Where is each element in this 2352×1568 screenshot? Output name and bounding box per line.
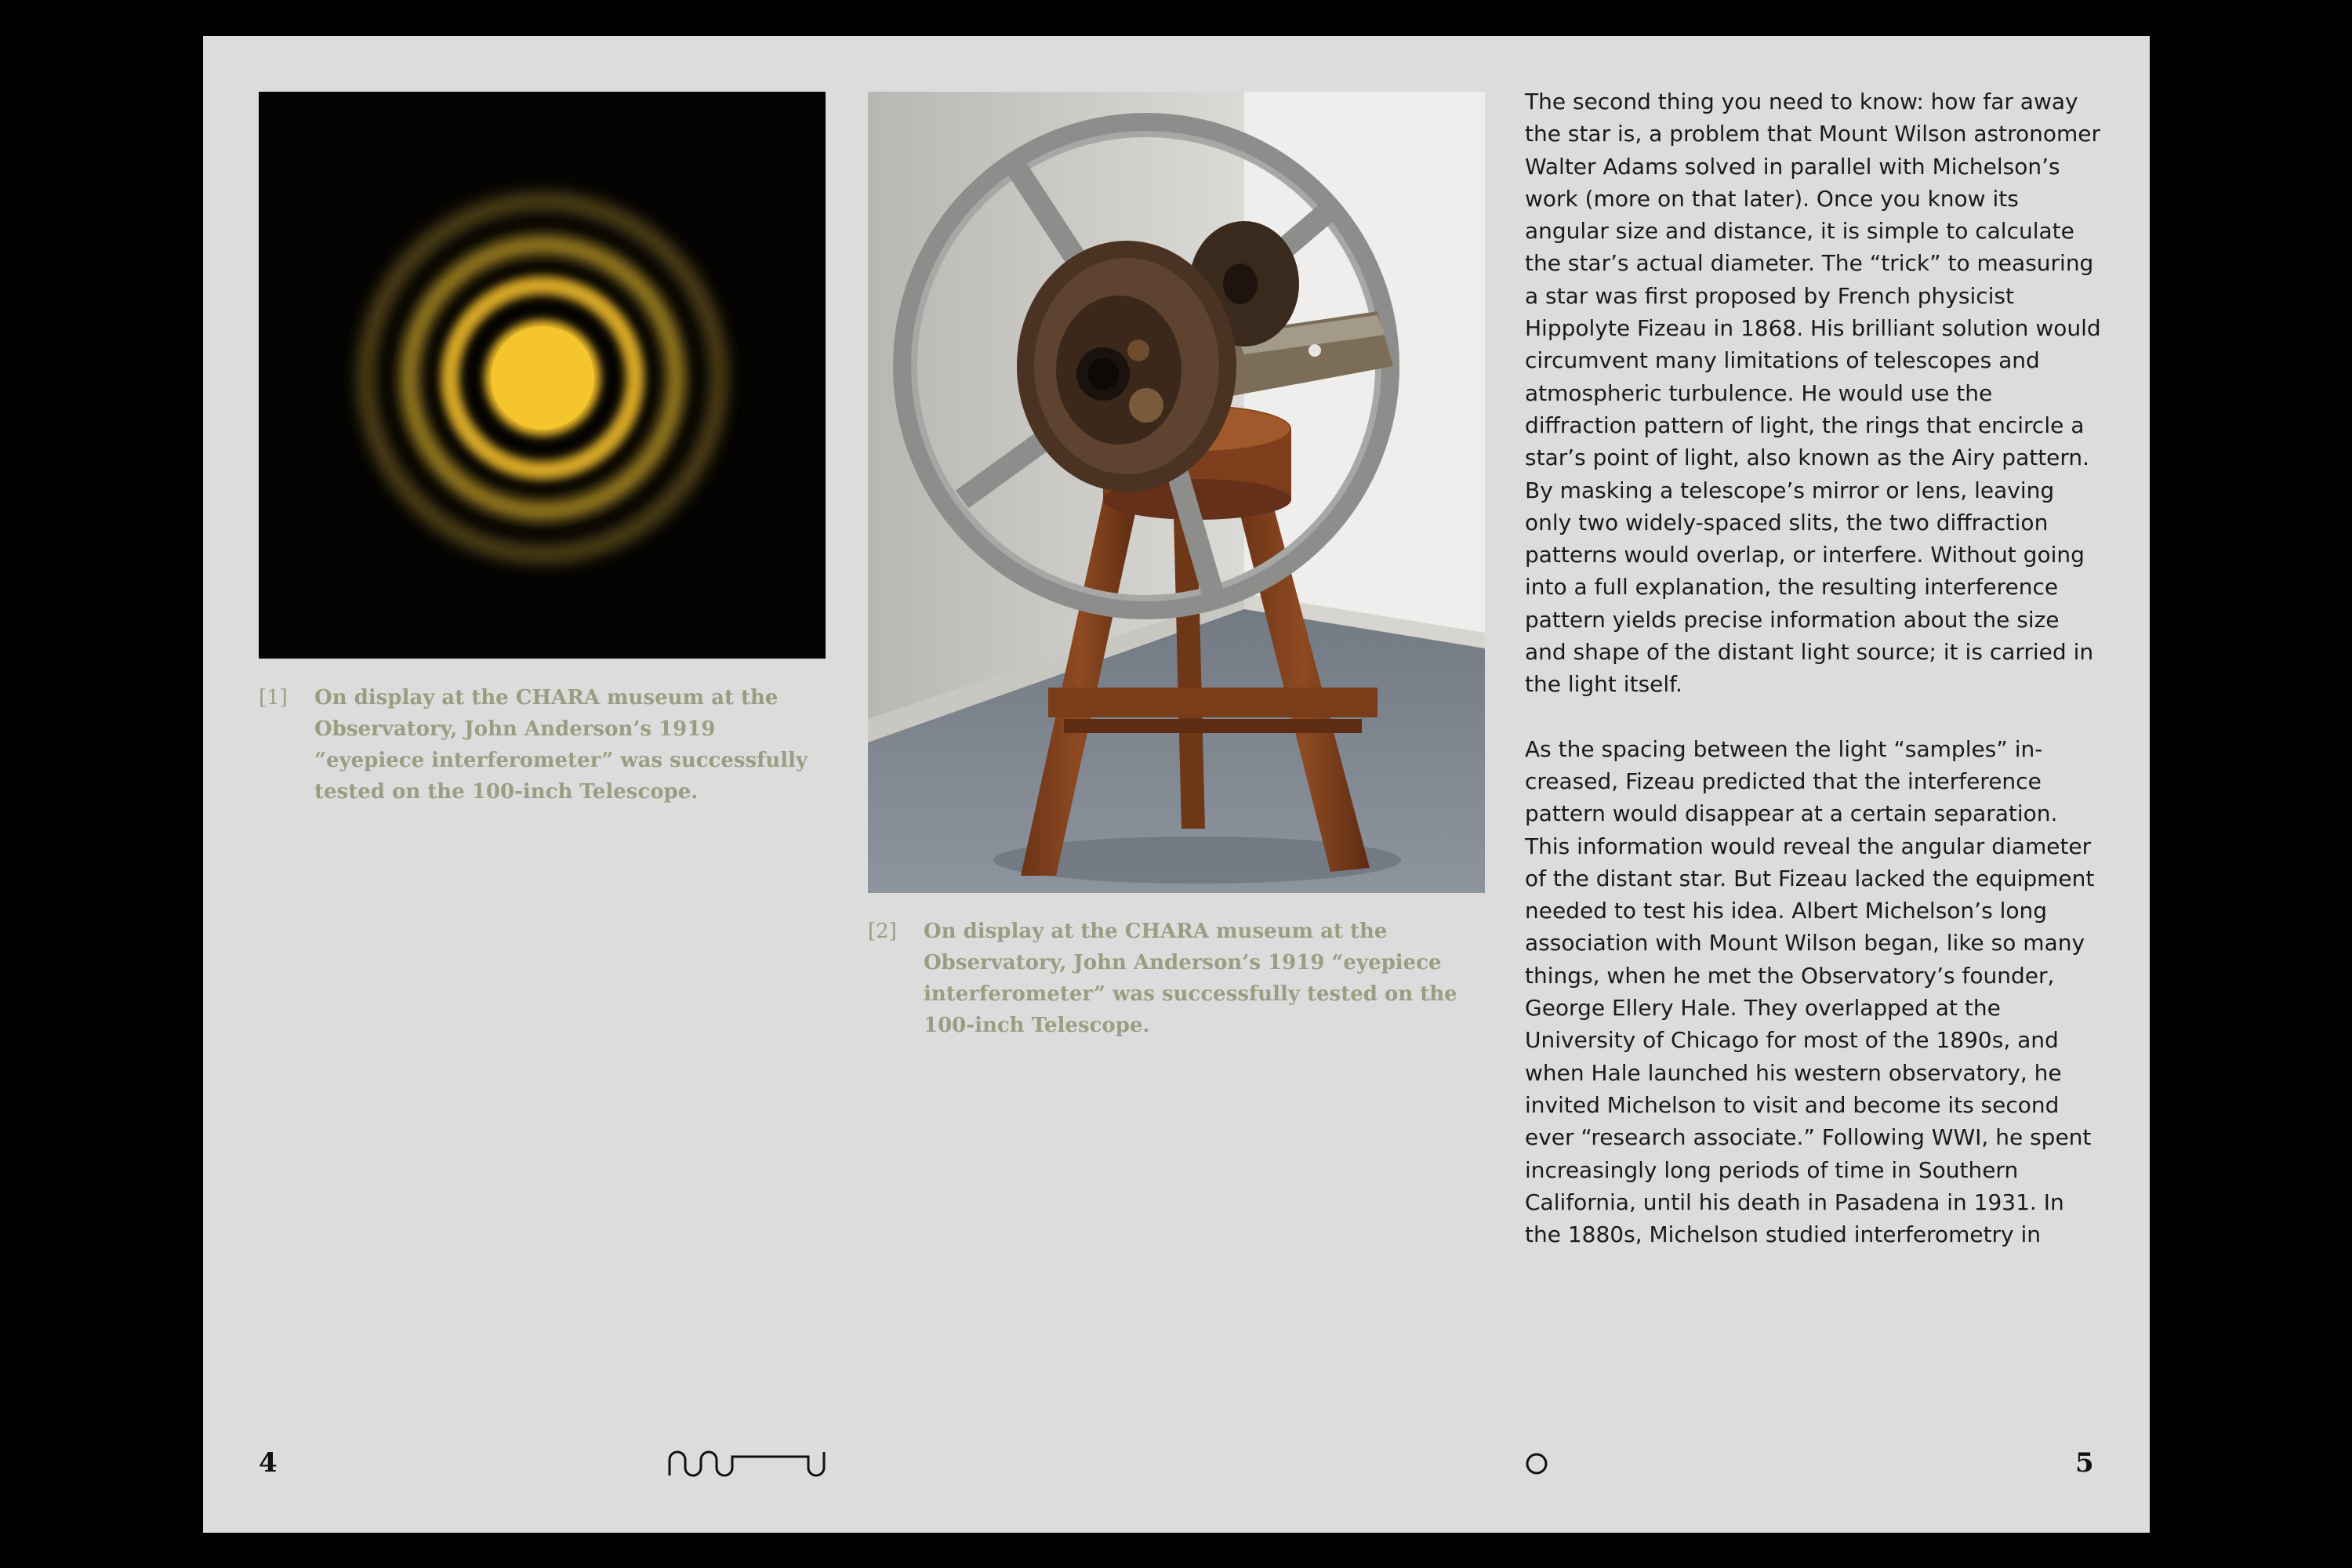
page-number-left: 4 [259, 1447, 278, 1479]
figure-caption-2 [868, 916, 1495, 1037]
figure-caption-1 [259, 682, 831, 823]
body-paragraph: The second thing you need to know: how far away the star is, a problem that Mount Wilson astronomer Walter Adams solved in parallel with Michelson’s work (more on that later). Once you know its angular size and distance, it is simple to calculate the star’s actual diameter. The “trick” to measuring a star was first proposed by French physicist Hippolyte Fizeau in 1868. His brilliant solution would circumvent many limitations of telescopes and atmospheric turbulence. He would use the diffraction pattern of light, the rings that encircle a star’s point of light, also known as the Airy pattern. By masking a telescope’s mirror or lens, leaving only two widely-spaced slits, the two diffraction patterns would overlap, or interfere. Without going into a full explanation, the resulting interference pattern yields precise information about the size and shape of the distant light source; it is carried in the light itself. [1525, 89, 2101, 698]
body-text-column [1525, 85, 2101, 1283]
caption-text: On display at the CHARA museum at the Observatory, John Anderson’s 1919 “eyepiece interferometer” was successfully tested on the 100-inch Telescope. [314, 686, 808, 804]
eyepiece-interferometer-photo [868, 92, 1485, 893]
circle-icon [1525, 1452, 1548, 1475]
wave-line-logo-icon [667, 1449, 829, 1477]
caption-text: On display at the CHARA museum at the Observatory, John Anderson’s 1919 “eyepiece interferometer” was successfully tested on the 100-inch Telescope. [924, 920, 1457, 1037]
airy-pattern-image [259, 92, 826, 659]
figure-number: [1] [259, 686, 288, 710]
book-spread [203, 36, 2150, 1533]
interferometer-illustration [868, 92, 1485, 893]
figure-number: [2] [868, 920, 897, 943]
page-number-right: 5 [2075, 1447, 2094, 1479]
body-paragraph: As the spacing between the light “samples” increased, Fizeau predicted that the interference pattern would disappear at a certain separation. This information would reveal the angular diameter of the distant star. But Fizeau lacked the equipment needed to test his idea. Albert Michelson’s long association with Mount Wilson began, like so many things, when he met the Observatory’s founder, George Ellery Hale. They overlapped at the University of Chicago for most of the 1890s, and when Hale launched his western observatory, he invited Michelson to visit and become its second ever “research associate.” Following WWI, he spent increasingly long periods of time in Southern California, until his death in Pasadena in 1931. In the 1880s, Michelson studied interferometry in [1525, 735, 2095, 1248]
airy-pattern-graphic [259, 92, 826, 659]
